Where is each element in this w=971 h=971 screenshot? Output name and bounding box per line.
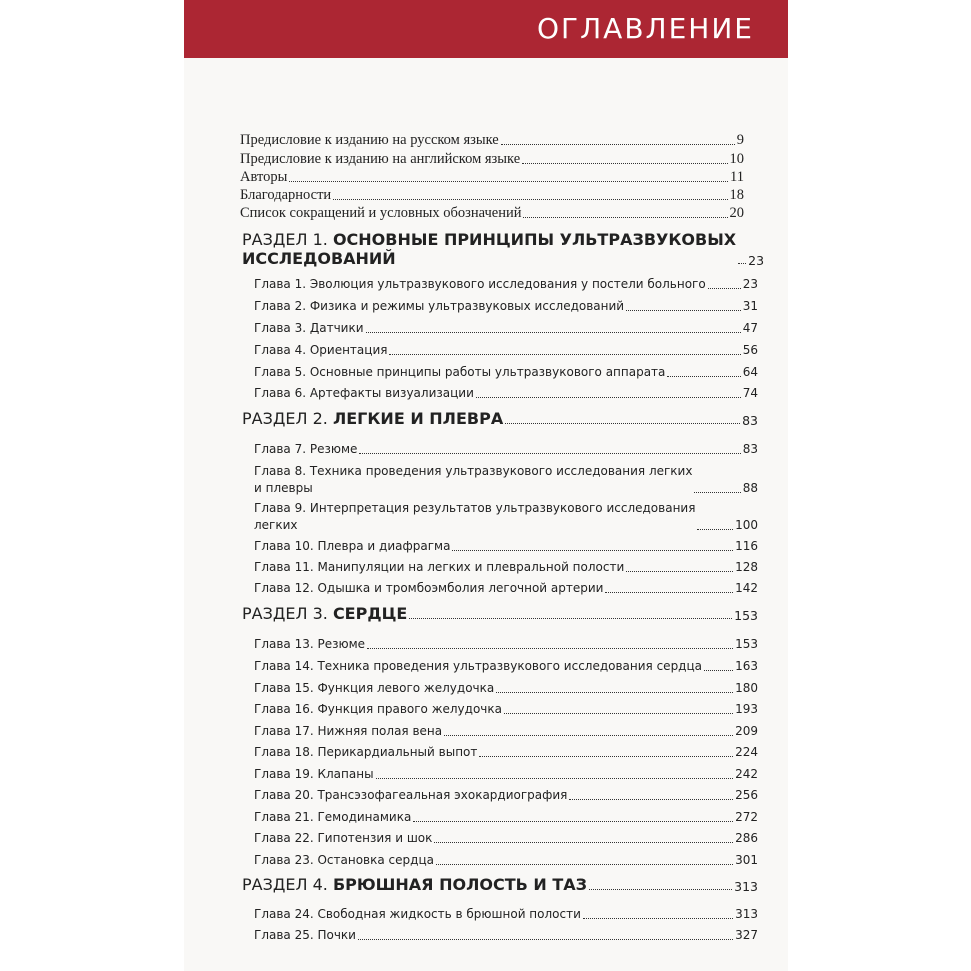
chapter-title: Глава 11. Манипуляции на легких и плевральной полости: [254, 560, 625, 574]
section-heading[interactable]: [242, 604, 758, 623]
dot-leader: [359, 453, 740, 454]
chapter-title: Глава 18. Перикардиальный выпот: [254, 745, 478, 759]
toc-entry-title: Благодарности: [240, 187, 332, 203]
dot-leader: [522, 163, 727, 164]
chapter-title: Глава 5. Основные принципы работы ультразвукового аппарата: [254, 365, 666, 379]
chapter-page: 83: [742, 442, 758, 456]
dot-leader: [569, 799, 733, 800]
dot-leader: [583, 918, 733, 919]
chapter-title: Глава 14. Техника проведения ультразвукового исследования сердца: [254, 659, 703, 673]
chapter-page: 209: [735, 724, 758, 738]
chapter-entry[interactable]: [254, 320, 758, 337]
toc-entry-title: Авторы: [240, 169, 288, 185]
toc-entry[interactable]: [240, 168, 744, 186]
dot-leader: [413, 821, 733, 822]
book-page: [184, 0, 788, 971]
toc-entry[interactable]: [240, 131, 744, 149]
dot-leader: [738, 263, 746, 264]
chapter-entry[interactable]: [254, 830, 758, 847]
chapter-title: Глава 1. Эволюция ультразвукового исследования у постели больного: [254, 277, 706, 291]
chapter-title: Глава 6. Артефакты визуализации: [254, 386, 474, 400]
toc-entry-page: 9: [736, 132, 744, 148]
dot-leader: [358, 939, 733, 940]
chapter-title: Глава 12. Одышка и тромбоэмболия легочной артерии: [254, 581, 604, 595]
toc-entry-title: Предисловие к изданию на английском языке: [240, 151, 521, 167]
dot-leader: [476, 397, 741, 398]
toc-entry-title: Список сокращений и условных обозначений: [240, 205, 522, 221]
dot-leader: [389, 354, 740, 355]
toc-entry-page: 10: [729, 151, 744, 167]
section-page: 83: [742, 413, 758, 428]
chapter-page: 224: [735, 745, 758, 759]
chapter-entry[interactable]: [254, 538, 758, 555]
chapter-page: 272: [735, 810, 758, 824]
chapter-page: 193: [735, 702, 758, 716]
toc-entry-page: 11: [730, 169, 744, 185]
chapter-page: 47: [742, 321, 758, 335]
chapter-title: Глава 4. Ориентация: [254, 343, 388, 357]
dot-leader: [697, 529, 733, 530]
dot-leader: [333, 199, 727, 200]
chapter-page: 180: [735, 681, 758, 695]
section-page: 23: [748, 253, 765, 268]
chapter-page: 163: [735, 659, 758, 673]
chapter-entry[interactable]: [254, 852, 758, 869]
chapter-title: Глава 16. Функция правого желудочка: [254, 702, 502, 716]
chapter-title: Глава 21. Гемодинамика: [254, 810, 412, 824]
section-heading[interactable]: [242, 230, 765, 268]
dot-leader: [589, 889, 732, 890]
section-page: 153: [734, 608, 758, 623]
chapter-page: 74: [742, 386, 758, 400]
toc-entry[interactable]: [240, 186, 744, 204]
section-prefix: РАЗДЕЛ 2.: [242, 409, 328, 428]
dot-leader: [289, 181, 728, 182]
chapter-title: Глава 7. Резюме: [254, 442, 358, 456]
dot-leader: [523, 217, 727, 218]
chapter-entry[interactable]: [254, 500, 758, 534]
section-title: БРЮШНАЯ ПОЛОСТЬ И ТАЗ: [332, 875, 587, 894]
section-prefix: РАЗДЕЛ 4.: [242, 875, 328, 894]
section-prefix: РАЗДЕЛ 3.: [242, 604, 328, 623]
section-title-cont: ИССЛЕДОВАНИЙ: [242, 249, 396, 268]
chapter-entry[interactable]: [254, 441, 758, 458]
chapter-entry[interactable]: [254, 723, 758, 740]
chapter-page: 286: [735, 831, 758, 845]
chapter-page: 153: [735, 637, 758, 651]
section-heading[interactable]: [242, 409, 758, 428]
chapter-entry[interactable]: [254, 766, 758, 783]
chapter-entry[interactable]: [254, 298, 758, 315]
section-page: 313: [734, 879, 758, 894]
chapter-entry[interactable]: [254, 658, 758, 675]
chapter-title: Глава 8. Техника проведения ультразвукового исследования легких: [254, 464, 693, 478]
dot-leader: [626, 571, 733, 572]
toc-entry-page: 20: [729, 205, 744, 221]
chapter-title: Глава 10. Плевра и диафрагма: [254, 539, 451, 553]
dot-leader: [708, 288, 741, 289]
chapter-title-cont: легких: [254, 518, 298, 532]
dot-leader: [436, 864, 733, 865]
chapter-title: Глава 2. Физика и режимы ультразвуковых исследований: [254, 299, 625, 313]
dot-leader: [452, 550, 733, 551]
chapter-entry[interactable]: [254, 787, 758, 804]
chapter-title: Глава 13. Резюме: [254, 637, 366, 651]
section-heading[interactable]: [242, 875, 758, 894]
section-title: ОСНОВНЫЕ ПРИНЦИПЫ УЛЬТРАЗВУКОВЫХ: [332, 230, 737, 249]
toc-entry-title: Предисловие к изданию на русском языке: [240, 132, 499, 148]
toc-entry-page: 18: [729, 187, 744, 203]
chapter-entry[interactable]: [254, 385, 758, 402]
chapter-page: 327: [735, 928, 758, 942]
dot-leader: [504, 713, 733, 714]
chapter-title: Глава 15. Функция левого желудочка: [254, 681, 495, 695]
chapter-title: Глава 20. Трансэзофагеальная эхокардиография: [254, 788, 568, 802]
chapter-page: 88: [742, 481, 758, 495]
chapter-entry[interactable]: [254, 463, 758, 497]
chapter-title: Глава 9. Интерпретация результатов ультразвукового исследования: [254, 501, 696, 515]
dot-leader: [479, 756, 733, 757]
dot-leader: [409, 618, 732, 619]
chapter-title: Глава 22. Гипотензия и шок: [254, 831, 433, 845]
dot-leader: [694, 492, 740, 493]
chapter-entry[interactable]: [254, 701, 758, 718]
chapter-entry[interactable]: [254, 636, 758, 653]
dot-leader: [434, 842, 733, 843]
dot-leader: [366, 332, 741, 333]
chapter-entry[interactable]: [254, 744, 758, 761]
dot-leader: [667, 376, 740, 377]
dot-leader: [605, 592, 733, 593]
chapter-page: 116: [735, 539, 758, 553]
chapter-title: Глава 23. Остановка сердца: [254, 853, 434, 867]
chapter-title-cont: и плевры: [254, 481, 313, 495]
chapter-page: 242: [735, 767, 758, 781]
toc-entry[interactable]: [240, 150, 744, 168]
chapter-entry[interactable]: [254, 276, 758, 293]
dot-leader: [626, 310, 741, 311]
section-title: СЕРДЦЕ: [332, 604, 408, 623]
dot-leader: [376, 778, 734, 779]
chapter-page: 142: [735, 581, 758, 595]
chapter-entry[interactable]: [254, 680, 758, 697]
toc-entry[interactable]: [240, 204, 744, 222]
chapter-entry[interactable]: [254, 927, 758, 944]
dot-leader: [505, 423, 740, 424]
chapter-title: Глава 19. Клапаны: [254, 767, 374, 781]
chapter-page: 313: [735, 907, 758, 921]
chapter-page: 64: [742, 365, 758, 379]
chapter-entry[interactable]: [254, 809, 758, 826]
dot-leader: [496, 692, 733, 693]
chapter-entry[interactable]: [254, 364, 758, 381]
chapter-page: 128: [735, 560, 758, 574]
chapter-title: Глава 3. Датчики: [254, 321, 364, 335]
header-band: [184, 0, 788, 58]
dot-leader: [367, 648, 733, 649]
dot-leader: [704, 670, 733, 671]
chapter-entry[interactable]: [254, 906, 758, 923]
chapter-entry[interactable]: [254, 580, 758, 597]
dot-leader: [501, 144, 735, 145]
chapter-page: 301: [735, 853, 758, 867]
chapter-page: 31: [742, 299, 758, 313]
page-title: ОГЛАВЛЕНИЕ: [537, 12, 754, 45]
chapter-title: Глава 17. Нижняя полая вена: [254, 724, 443, 738]
section-title: ЛЕГКИЕ И ПЛЕВРА: [332, 409, 504, 428]
chapter-title: Глава 25. Почки: [254, 928, 356, 942]
chapter-entry[interactable]: [254, 559, 758, 576]
chapter-page: 56: [742, 343, 758, 357]
chapter-title: Глава 24. Свободная жидкость в брюшной полости: [254, 907, 581, 921]
section-prefix: РАЗДЕЛ 1.: [242, 230, 328, 249]
dot-leader: [444, 735, 733, 736]
chapter-page: 23: [742, 277, 758, 291]
chapter-page: 100: [735, 518, 758, 532]
chapter-entry[interactable]: [254, 342, 758, 359]
chapter-page: 256: [735, 788, 758, 802]
